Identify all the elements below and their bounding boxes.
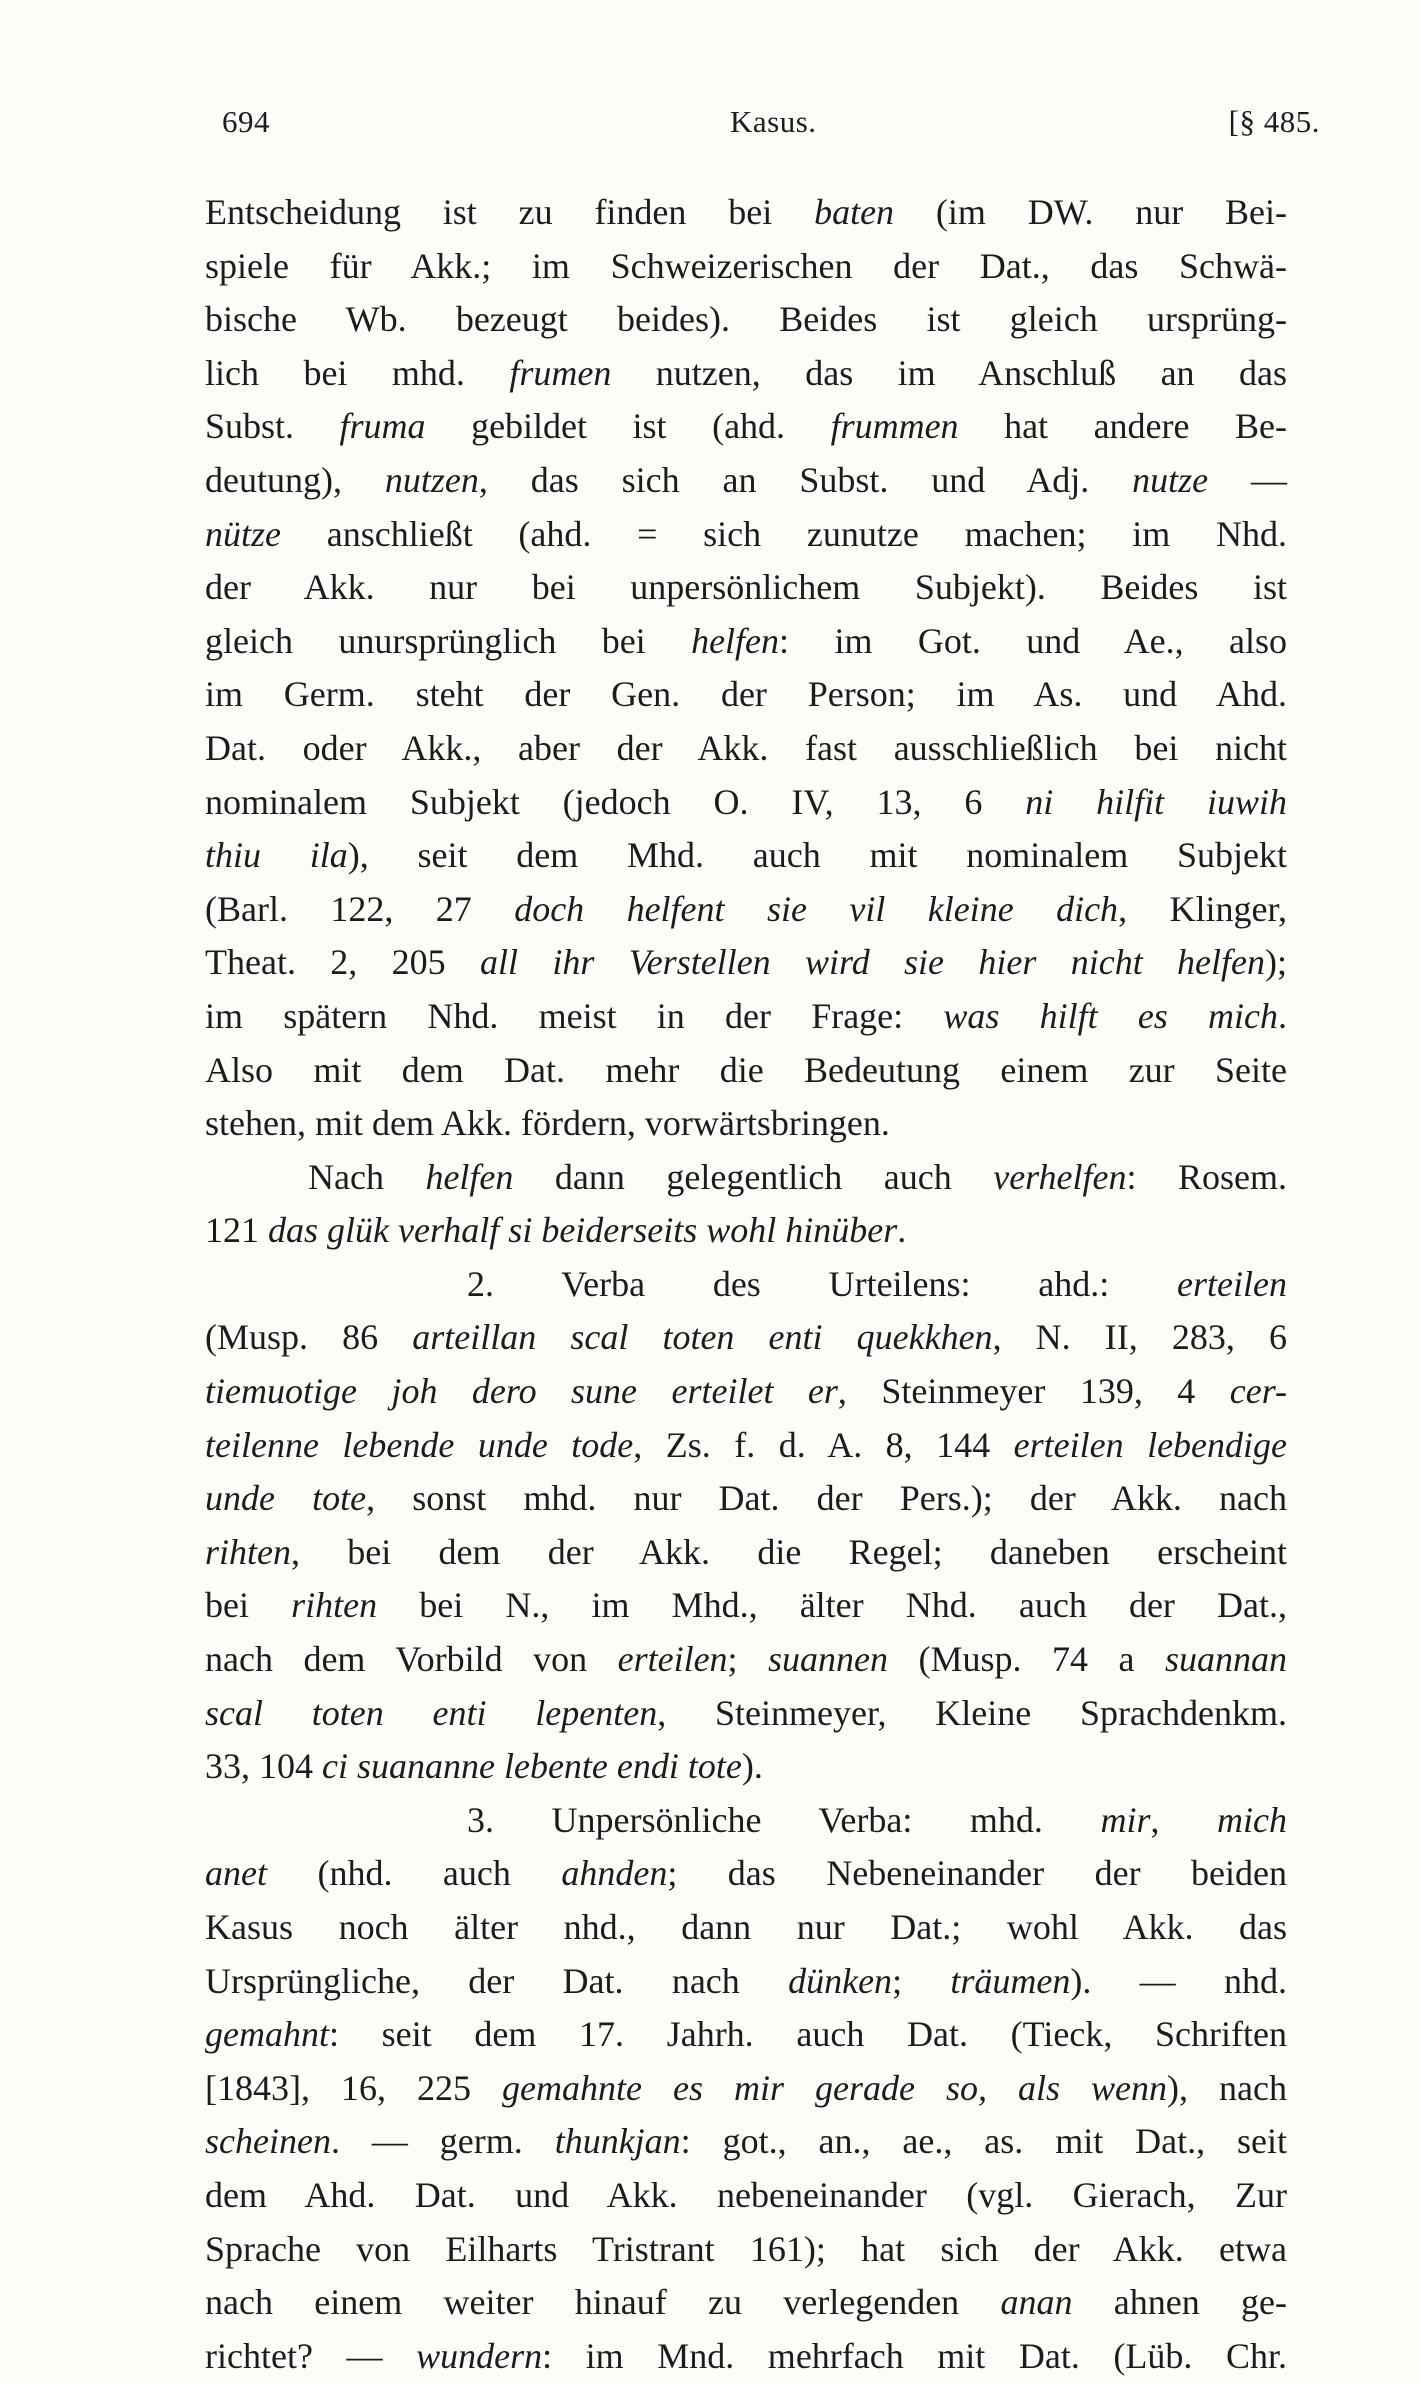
text-line: im spätern Nhd. meist in der Frage: was hilft es mich.: [205, 995, 1288, 1036]
text-line: nach dem Vorbild von erteilen; suannen (Musp. 74 a suannan: [205, 1639, 1287, 1680]
running-title: Kasus.: [730, 104, 817, 139]
text-line: 3. Unpersönliche Verba: mhd. mir, mich: [467, 1799, 1288, 1840]
text-line: Subst. fruma gebildet ist (ahd. frummen hat andere Be-: [205, 406, 1287, 447]
text-line: teilenne lebende unde tode, Zs. f. d. A. 8, 144 erteilen lebendige: [205, 1424, 1288, 1465]
text-line: richtet? — wundern: im Mnd. mehrfach mit Dat. (Lüb. Chr.: [205, 2335, 1287, 2376]
text-line: nominalem Subjekt (jedoch O. IV, 13, 6 ni hilfit iuwih: [205, 781, 1288, 822]
text-line: Dat. oder Akk., aber der Akk. fast ausschließlich bei nicht: [205, 727, 1287, 768]
text-line: 121 das glük verhalf si beiderseits wohl hinüber.: [205, 1210, 907, 1251]
text-line: bei rihten bei N., im Mhd., älter Nhd. auch der Dat.,: [205, 1585, 1288, 1626]
text-line: scal toten enti lepenten, Steinmeyer, Kleine Sprachdenkm.: [205, 1692, 1287, 1733]
text-line: im Germ. steht der Gen. der Person; im As. und Ahd.: [205, 674, 1287, 715]
text-line: tiemuotige joh dero sune erteilet er, Steinmeyer 139, 4 cer-: [205, 1371, 1288, 1412]
text-line: rihten, bei dem der Akk. die Regel; daneben erscheint: [205, 1531, 1287, 1572]
text-line: scheinen. — germ. thunkjan: got., an., ae., as. mit Dat., seit: [205, 2121, 1288, 2162]
text-line: nach einem weiter hinauf zu verlegenden anan ahnen ge-: [205, 2282, 1287, 2323]
text-line: [1843], 16, 225 gemahnte es mir gerade so, als wenn), nach: [205, 2067, 1287, 2108]
text-line: gleich unursprünglich bei helfen: im Got. und Ae., also: [205, 620, 1287, 661]
text-line: der Akk. nur bei unpersönlichem Subjekt). Beides ist: [205, 567, 1287, 608]
text-line: anet (nhd. auch ahnden; das Nebeneinander der beiden: [205, 1853, 1287, 1894]
text-line: gemahnt: seit dem 17. Jahrh. auch Dat. (Tieck, Schriften: [205, 2014, 1287, 2055]
section-reference: [§ 485.: [1228, 104, 1320, 139]
text-line: lich bei mhd. frumen nutzen, das im Anschluß an das: [205, 352, 1288, 393]
text-line: deutung), nutzen, das sich an Subst. und Adj. nutze —: [205, 459, 1287, 500]
text-line: (Barl. 122, 27 doch helfent sie vil kleine dich, Klinger,: [205, 888, 1287, 929]
text-line: Kasus noch älter nhd., dann nur Dat.; wohl Akk. das: [205, 1907, 1287, 1947]
text-line: nütze anschließt (ahd. = sich zunutze machen; im Nhd.: [205, 513, 1287, 554]
page-number: 694: [222, 104, 270, 139]
text-line: Ursprüngliche, der Dat. nach dünken; träumen). — nhd.: [205, 1960, 1287, 2001]
text-line: dem Ahd. Dat. und Akk. nebeneinander (vgl. Gierach, Zur: [205, 2174, 1287, 2215]
text-line: (Musp. 86 arteillan scal toten enti quekkhen, N. II, 283, 6: [205, 1317, 1287, 1358]
text-line: Also mit dem Dat. mehr die Bedeutung einem zur Seite: [205, 1049, 1287, 1090]
text-line: bische Wb. bezeugt beides). Beides ist gleich ursprüng-: [205, 299, 1287, 340]
text-line: Theat. 2, 205 all ihr Verstellen wird sie hier nicht helfen);: [205, 942, 1288, 983]
text-line: Sprache von Eilharts Tristrant 161); hat sich der Akk. etwa: [205, 2228, 1287, 2269]
text-line: unde tote, sonst mhd. nur Dat. der Pers.); der Akk. nach: [205, 1478, 1287, 1519]
text-line: 33, 104 ci suananne lebente endi tote).: [205, 1746, 763, 1787]
text-line: spiele für Akk.; im Schweizerischen der Dat., das Schwä-: [205, 245, 1287, 286]
body-text: [205, 186, 1287, 2383]
text-line: Nach helfen dann gelegentlich auch verhelfen: Rosem.: [308, 1156, 1287, 1197]
running-header: [222, 104, 1320, 150]
text-line: thiu ila), seit dem Mhd. auch mit nominalem Subjekt: [205, 835, 1288, 876]
text-line: 2. Verba des Urteilens: ahd.: erteilen: [467, 1263, 1287, 1304]
text-line: Entscheidung ist zu finden bei baten (im DW. nur Bei-: [205, 192, 1287, 232]
text-line: stehen, mit dem Akk. fördern, vorwärtsbringen.: [205, 1103, 890, 1144]
